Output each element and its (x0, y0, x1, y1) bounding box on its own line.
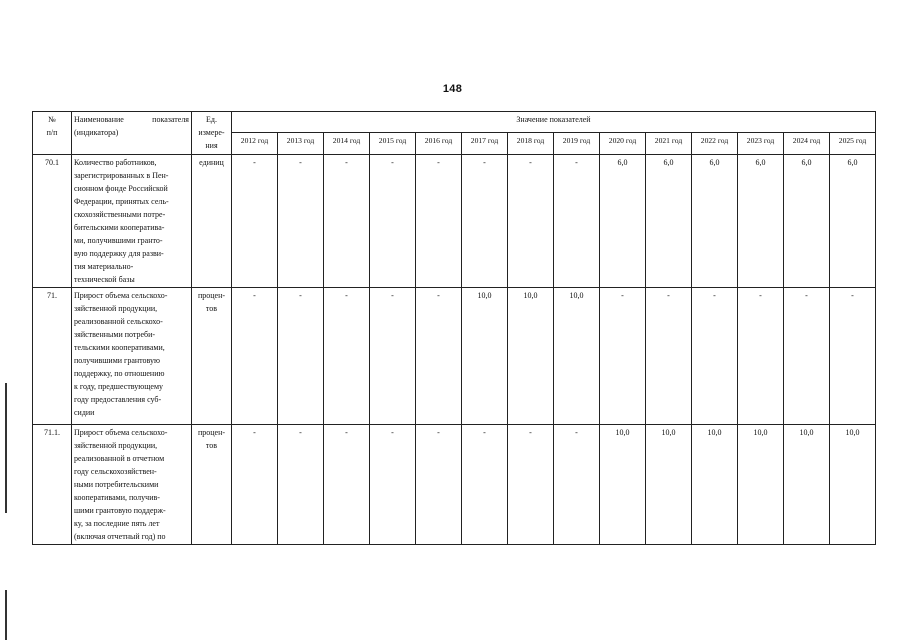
row-value-cell: - (232, 155, 278, 288)
row-value-cell: - (324, 288, 370, 425)
row-value-cell: - (370, 425, 416, 545)
row-value-cell: 6,0 (692, 155, 738, 288)
table-row (33, 155, 876, 288)
row-unit (192, 155, 232, 288)
row-value-cell: 10,0 (646, 425, 692, 545)
row-value-cell: 10,0 (508, 288, 554, 425)
row-unit-text: процен- тов (197, 291, 226, 313)
row-value-cell: - (462, 155, 508, 288)
table-row (33, 288, 876, 425)
row-value-cell: - (416, 155, 462, 288)
row-value-cell: - (600, 288, 646, 425)
row-value-cell: - (324, 425, 370, 545)
header-year: 2021 год (646, 133, 692, 155)
header-year: 2012 год (232, 133, 278, 155)
row-unit (192, 288, 232, 425)
row-indicator-name-text: Прирост объема сельскохо- зяйственной продукции, реализованной в отчетном году сельскохозяйствен- ными потребительскими кооперативами, получив- шими грантовую поддерж- ку, за последние пять лет (включая отчетный год) по (74, 428, 168, 541)
row-indicator-name (72, 425, 192, 545)
row-value-cell: 10,0 (830, 425, 876, 545)
row-indicator-name-text: Количество работников, зарегистрированных в Пен- сионном фонде Российской Федерации, принятых сель- скохозяйственными потре- бительскими кооператива- ми, получившими гранто- вую поддержку для разви- тия материально- технической базы (74, 158, 169, 284)
row-value-cell: 6,0 (600, 155, 646, 288)
row-value-cell: 6,0 (784, 155, 830, 288)
row-number: 70.1 (33, 155, 72, 288)
row-unit-text: процен- тов (197, 428, 226, 450)
indicators-table (32, 111, 876, 545)
row-value-cell: - (278, 425, 324, 545)
header-unit: Ед. измере- ния (192, 112, 232, 155)
row-value-cell: - (232, 288, 278, 425)
header-year: 2023 год (738, 133, 784, 155)
row-value-cell: - (232, 425, 278, 545)
header-indicator-values: Значение показателей (232, 112, 876, 133)
header-year: 2014 год (324, 133, 370, 155)
row-value-cell: 6,0 (830, 155, 876, 288)
row-value-cell: - (370, 288, 416, 425)
header-year: 2013 год (278, 133, 324, 155)
row-value-cell: - (646, 288, 692, 425)
row-value-cell: 10,0 (692, 425, 738, 545)
page-number: 148 (442, 83, 463, 95)
row-value-cell: - (692, 288, 738, 425)
row-value-cell: - (554, 155, 600, 288)
row-value-cell: 10,0 (738, 425, 784, 545)
row-value-cell: - (278, 288, 324, 425)
row-indicator-name-text: Прирост объема сельскохо- зяйственной продукции, реализованной сельскохо- зяйственными потреби- тельскими кооперативами, получившими грантовую поддержку, по отношению к году, предшествующему году предоставления суб- сидии (74, 291, 168, 417)
row-unit-text: единиц (199, 158, 224, 167)
header-year: 2016 год (416, 133, 462, 155)
header-number: № п/п (33, 112, 72, 155)
header-year: 2025 год (830, 133, 876, 155)
row-value-cell: - (416, 288, 462, 425)
row-value-cell: - (554, 425, 600, 545)
header-year: 2024 год (784, 133, 830, 155)
row-value-cell: 10,0 (600, 425, 646, 545)
row-value-cell: - (462, 425, 508, 545)
header-year: 2019 год (554, 133, 600, 155)
row-indicator-name (72, 288, 192, 425)
row-value-cell: - (416, 425, 462, 545)
header-indicator-name: Наименование показателя (индикатора) (72, 112, 192, 155)
row-indicator-name (72, 155, 192, 288)
scan-edge-mark-upper (5, 383, 7, 513)
table-row (33, 425, 876, 545)
row-value-cell: - (738, 288, 784, 425)
header-year: 2017 год (462, 133, 508, 155)
row-value-cell: - (370, 155, 416, 288)
row-value-cell: - (508, 425, 554, 545)
row-value-cell: 6,0 (646, 155, 692, 288)
row-value-cell: - (278, 155, 324, 288)
row-value-cell: - (324, 155, 370, 288)
row-value-cell: 6,0 (738, 155, 784, 288)
row-number: 71. (33, 288, 72, 425)
header-year: 2018 год (508, 133, 554, 155)
row-value-cell: - (784, 288, 830, 425)
row-value-cell: - (830, 288, 876, 425)
row-value-cell: - (508, 155, 554, 288)
scan-edge-mark-lower (5, 590, 7, 640)
header-year: 2015 год (370, 133, 416, 155)
table-body (33, 155, 876, 545)
header-year: 2020 год (600, 133, 646, 155)
row-value-cell: 10,0 (554, 288, 600, 425)
row-unit (192, 425, 232, 545)
row-value-cell: 10,0 (462, 288, 508, 425)
row-number: 71.1. (33, 425, 72, 545)
row-value-cell: 10,0 (784, 425, 830, 545)
header-year: 2022 год (692, 133, 738, 155)
